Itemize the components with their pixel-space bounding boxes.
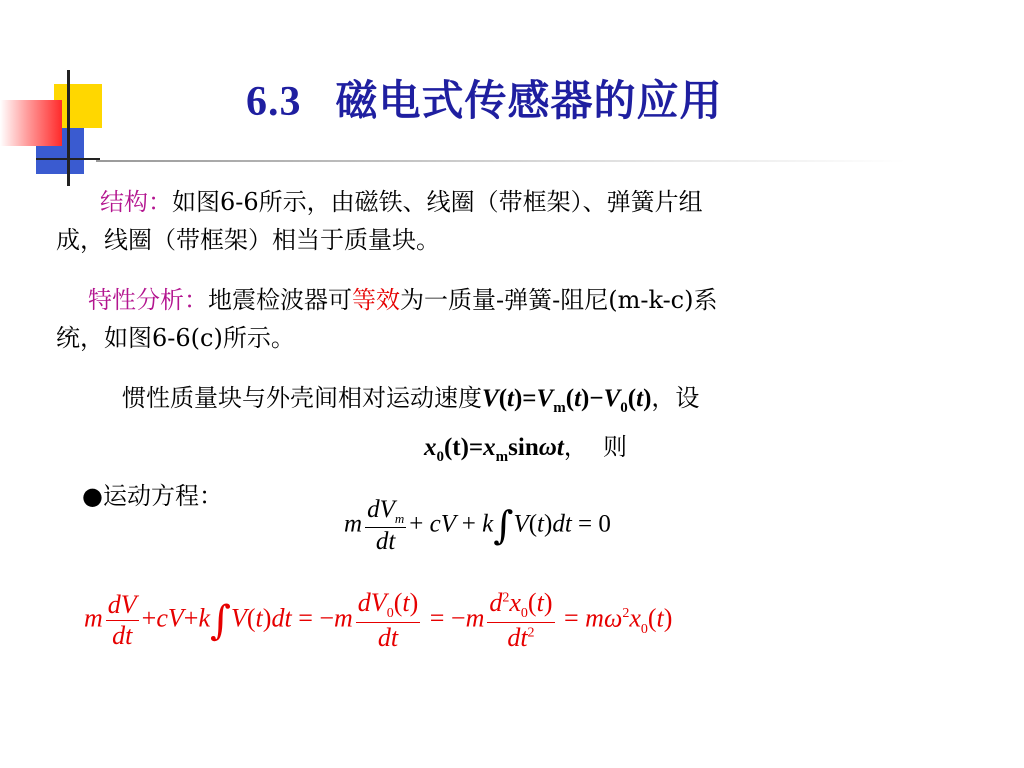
velocity-suffix: ，设 [651,384,700,412]
equation-motion-expanded: m $\frac{dV}{dt}$ +cV+k∫V(t)dt = −m $\frac{dV_0(t)}{dt}$ = −m $\frac{d^2x_0(t)}{dt^2}$ = $m\omega^2x_0(t)$ [84,588,673,653]
analysis-text-pre: 地震检波器可 [208,286,352,314]
equation-motion: m $\frac{dV_m}{dt}$ + cV + k∫V(t)dt = 0 [344,496,611,555]
structure-text-line1: 如图6-6所示，由磁铁、线圈（带框架）、弹簧片组 [172,188,703,216]
frac-dV0-dt: $\frac{dV_0(t)}{dt}$ [357,588,419,653]
decor-red-gradient [0,100,62,146]
frac-d2x0-dt2: $\frac{d^2x_0(t)}{dt^2}$ [489,588,553,653]
bullet-icon: ● [82,482,103,510]
velocity-formula: $V(t)=V_m(t)-V_0(t)$ [482,385,652,416]
structure-text-line2: 成，线圈（带框架）相当于质量块。 [56,226,440,254]
analysis-text-post: 为一质量-弹簧-阻尼(m-k-c)系 [400,286,718,314]
velocity-text: 惯性质量块与外壳间相对运动速度 [122,384,482,412]
equivalent-highlight: 等效 [352,286,400,314]
then-text: ， 则 [563,433,628,461]
analysis-text-line2: 统，如图6-6(c)所示。 [56,324,295,352]
analysis-paragraph [56,286,971,353]
motion-label-text: 运动方程： [102,482,223,510]
structure-paragraph [56,188,971,255]
decor-horizontal-line [36,158,100,160]
frac-dVm-dt: $\frac{dV_m}{dt}$ [367,496,405,555]
page-title: 6.3 磁电式传感器的应用 [246,79,723,125]
decor-vertical-line [67,70,70,186]
analysis-label: 特性分析： [88,286,208,314]
velocity-paragraph [56,384,971,472]
structure-label: 结构： [100,188,172,216]
title-underline [96,160,906,162]
displacement-formula: $x_0(t)=x_m\sin\omega t$ [423,434,564,465]
frac-dV-dt: $\frac{dV}{dt}$ [107,590,137,651]
